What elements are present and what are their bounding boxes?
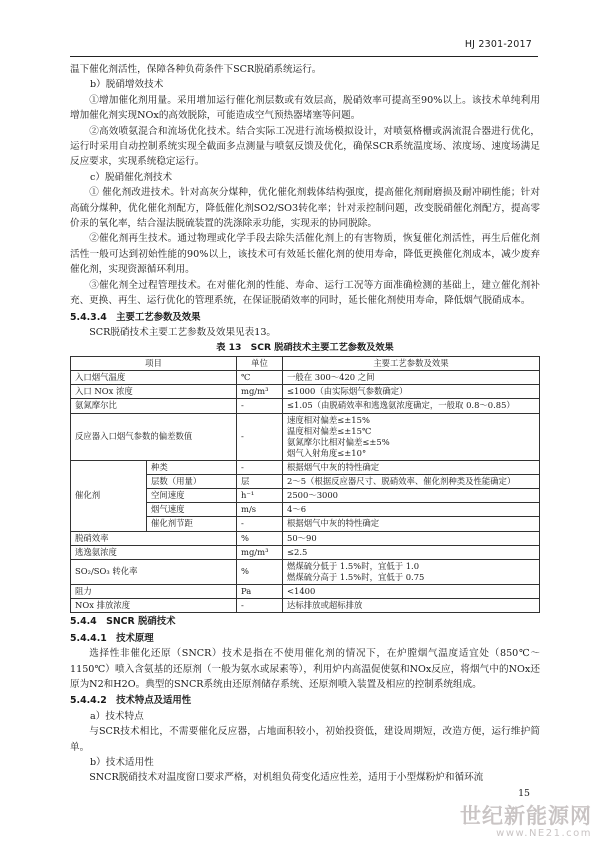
header-unit: 单位: [237, 356, 283, 370]
paragraph-b1: ①增加催化剂用量。采用增加运行催化剂层数或有效层高，脱硝效率可提高至90%以上。该技术单纯利用增加催化剂实现NOx的高效脱除，可能造成空气预热器堵塞等问题。: [70, 94, 540, 122]
row-param: 4～6: [283, 503, 540, 517]
param-line: 燃煤硫分低于 1.5%时，宜低于 1.0: [287, 560, 420, 571]
row-param: <1400: [283, 584, 540, 598]
row-param: 达标排放或超标排放: [283, 599, 540, 613]
table-caption: 表 13 SCR 脱硝技术主要工艺参数及效果: [216, 342, 394, 354]
row-unit: -: [237, 599, 283, 613]
paragraph-c2: ②催化剂再生技术。通过物理或化学手段去除失活催化剂上的有害物质，恢复催化剂活性，再生后催化剂活性一般可达到初始性能的90%以上，该技术可有效延长催化剂的使用寿命，降低更换催化剂成本，减少废弃催化剂，实现资源循环利用。: [70, 233, 540, 276]
catalyst-group-label: 催化剂: [71, 460, 147, 531]
row-unit: -: [237, 413, 283, 460]
parameters-table: [70, 356, 540, 614]
row-param: ≤1000（由实际烟气参数确定）: [283, 385, 540, 399]
section-heading-5434: 5.4.3.4 主要工艺参数及效果: [70, 311, 201, 323]
table-row: [71, 584, 540, 598]
section-heading-544: 5.4.4 SNCR 脱硝技术: [70, 616, 176, 628]
table-row: [71, 385, 540, 399]
paragraph-c1: ① 催化剂改进技术。针对高灰分煤种，优化催化剂载体结构强度，提高催化剂耐磨损及耐冲刷性能；针对高硫分煤种，优化催化剂配方，降低催化剂SO2/SO3转化率；针对汞控制问题，改变脱硝催化剂配方，提高零价汞的氧化率，结合湿法脱硫装置的洗涤除汞功能，实现汞的协同脱除。: [70, 187, 540, 230]
catalyst-sub-item: 烟气速度: [147, 503, 237, 517]
row-unit: m/s: [237, 503, 283, 517]
header-divider: [70, 56, 538, 57]
row-item: 逃逸氨浓度: [71, 545, 237, 559]
row-param: ≤1.05（由脱硝效率和逃逸氨浓度确定，一般取 0.8～0.85）: [283, 399, 540, 413]
row-param: 根据烟气中灰的特性确定: [283, 460, 540, 474]
catalyst-sub-item: 层数（用量）: [147, 474, 237, 488]
row-unit: h⁻¹: [237, 488, 283, 502]
row-item: 阻力: [71, 584, 237, 598]
row-item: 入口烟气温度: [71, 370, 237, 384]
param-line: 温度相对偏差≤±15℃: [287, 425, 372, 436]
table-header-row: [71, 356, 540, 370]
paragraph-features: 与SCR技术相比，不需要催化反应器，占地面积较小，初始投资低，建设周期短，改造方便，运行维护简单。: [70, 726, 540, 753]
row-unit: mg/m³: [237, 545, 283, 559]
catalyst-sub-item: 空间速度: [147, 488, 237, 502]
row-item: 入口 NOx 浓度: [71, 385, 237, 399]
row-param: 50～90: [283, 531, 540, 545]
row-param: ≤2.5: [283, 545, 540, 559]
row-item: 反应器入口烟气参数的偏差数值: [71, 413, 237, 460]
row-unit: Pa: [237, 584, 283, 598]
subheading-c: c）脱硝催化剂技术: [90, 171, 173, 183]
row-param-multiline: [283, 413, 540, 460]
header-item: 项目: [71, 356, 237, 370]
row-unit: ℃: [237, 370, 283, 384]
table-row: [71, 399, 540, 413]
subheading-b: b）脱硝增效技术: [90, 79, 164, 91]
paragraph-applicability: SNCR脱硝技术对温度窗口要求严格，对机组负荷变化适应性差，适用于小型煤粉炉和循环流: [89, 772, 484, 784]
row-param: 2～5（根据反应器尺寸、脱硝效率、催化剂种类及性能确定）: [283, 474, 540, 488]
row-param: 2500～3000: [283, 488, 540, 502]
page-body: [70, 62, 540, 786]
row-item: 脱硝效率: [71, 531, 237, 545]
section-heading-5441: 5.4.4.1 技术原理: [70, 632, 154, 644]
catalyst-sub-item: 催化剂节距: [147, 517, 237, 531]
row-unit: -: [237, 517, 283, 531]
table-row: [71, 370, 540, 384]
catalyst-sub-item: 种类: [147, 460, 237, 474]
paragraph-continued: 温下催化剂活性，保障各种负荷条件下SCR脱硝系统运行。: [70, 64, 322, 75]
table-row: [71, 559, 540, 584]
paragraph-c3: ③催化剂全过程管理技术。在对催化剂的性能、寿命、运行工况等方面准确检测的基础上，建立催化剂补充、更换、再生、运行优化的管理系统，在保证脱硝效率的同时，延长催化剂使用寿命，降低烟气脱硝成本。: [70, 279, 540, 307]
site-watermark: [460, 804, 592, 839]
document-code: HJ 2301-2017: [464, 39, 532, 50]
param-line: 烟气入射角度≤±10°: [287, 447, 367, 458]
param-line: 燃煤硫分高于 1.5%时，宜低于 0.75: [287, 571, 425, 582]
table-row: [71, 460, 540, 474]
row-item: SO₂/SO₃ 转化率: [71, 559, 237, 584]
subheading-a: a）技术特点: [90, 710, 144, 722]
watermark-url: www.NE21.com: [496, 828, 592, 839]
page-number: 15: [518, 788, 530, 799]
row-param: 一般在 300～420 之间: [283, 370, 540, 384]
row-unit: -: [237, 460, 283, 474]
table-row: [71, 531, 540, 545]
param-line: 氨氮摩尔比相对偏差≤±5%: [287, 436, 390, 447]
table-row: [71, 545, 540, 559]
watermark-title: 世纪新能源网: [460, 804, 592, 828]
row-param: 根据烟气中灰的特性确定: [283, 517, 540, 531]
table-row: [71, 599, 540, 613]
row-item: 氨氮摩尔比: [71, 399, 237, 413]
section-heading-5442: 5.4.4.2 技术特点及适用性: [70, 695, 192, 707]
row-unit: -: [237, 399, 283, 413]
row-param-multiline: [283, 559, 540, 584]
row-item: NOx 排放浓度: [71, 599, 237, 613]
row-unit: %: [237, 559, 283, 584]
paragraph-table-ref: SCR脱硝技术主要工艺参数及效果见表13。: [89, 326, 277, 338]
row-unit: 层: [237, 474, 283, 488]
table-row: [71, 413, 540, 460]
row-unit: mg/m³: [237, 385, 283, 399]
subheading-applicability: b）技术适用性: [90, 757, 154, 769]
header-param: 主要工艺参数及效果: [283, 356, 540, 370]
param-line: 速度相对偏差≤±15%: [287, 414, 370, 425]
paragraph-b2: ②高效喷氨混合和流场优化技术。结合实际工况进行流场模拟设计，对喷氨格栅或涡流混合器进行优化，运行时采用自动控制系统实现全截面多点测量与喷氨反馈及优化，确保SCR系统温度场、浓度场、速度场满足反应要求，实现系统稳定运行。: [70, 125, 540, 168]
paragraph-principle: 选择性非催化还原（SNCR）技术是指在不使用催化剂的情况下，在炉膛烟气温度适宜处（850℃～1150℃）喷入含氨基的还原剂（一般为氨水或尿素等），利用炉内高温促使氨和NOx反应，将烟气中的NOx还原为N2和H2O。典型的SNCR系统由还原剂储存系统、还原剂喷入装置及相应的控制系统组成。: [70, 648, 540, 690]
row-unit: %: [237, 531, 283, 545]
